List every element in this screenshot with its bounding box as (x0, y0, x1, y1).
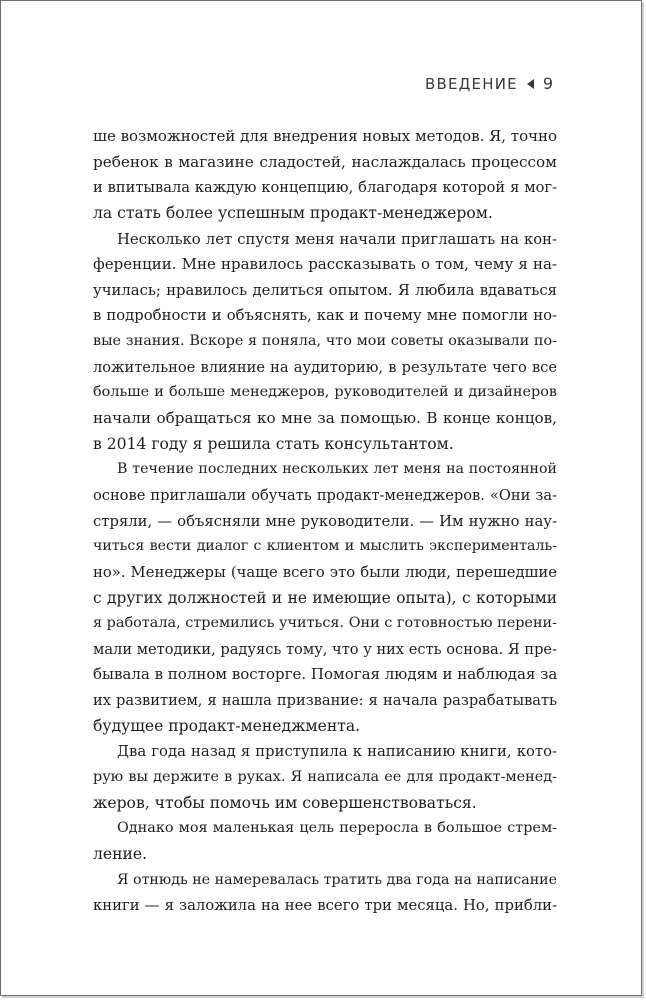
text-line: больше и больше менеджеров, руководителей и дизайнеров (93, 384, 557, 401)
text-line: их развитием, я нашла призвание: я начала разрабатывать (93, 692, 557, 710)
text-line: ше возможностей для внедрения новых методов. Я, точно (93, 127, 558, 145)
text-line: ференции. Мне нравилось рассказывать о том, чему я на- (93, 255, 557, 274)
running-head (425, 74, 553, 93)
text-line: с других должностей и не имеющие опыта), с которыми (93, 588, 557, 607)
text-line: рую вы держите в руках. Я написала ее для продакт-менед- (93, 769, 557, 786)
text-line: но». Менеджеры (чаще всего это были люди, перешедшие (93, 563, 557, 581)
text-line: училась; нравилось делиться опытом. Я любила вдаваться (93, 281, 557, 299)
text-line: стряли, — объясняли мне руководители. — Им нужно нау- (93, 512, 557, 530)
text-line: я работала, стремились учиться. Они с готовностью перени- (93, 615, 557, 632)
text-line: Однако моя маленькая цель переросла в большое стрем- (117, 820, 557, 837)
section-title: ВВЕДЕНИЕ (424, 74, 518, 93)
text-line: книги — я заложила на нее всего три месяца. Но, прибли- (93, 897, 557, 915)
text-line: Я отнюдь не намеревалась тратить два года на написание (117, 871, 557, 888)
text-line: начали обращаться ко мне за помощью. В конце концов, (93, 409, 557, 428)
text-line: ребенок в магазине сладостей, наслаждалась процессом (93, 152, 557, 171)
triangle-left-icon (527, 79, 534, 89)
text-line: вые знания. Вскоре я поняла, что мои советы оказывали по- (93, 333, 557, 350)
text-line: жеров, чтобы помочь им совершенствоваться. (93, 793, 477, 812)
text-line: в подробности и объяснять, как и почему мне помогли но- (93, 307, 557, 325)
text-line: Два года назад я приступила к написанию книги, кото- (117, 743, 557, 761)
text-line: читься вести диалог с клиентом и мыслить эксперименталь- (93, 538, 557, 555)
text-line: ложительное влияние на аудиторию, в результате чего все (93, 358, 557, 376)
text-line: будущее продакт-менеджмента. (93, 716, 361, 735)
text-line: ление. (93, 844, 148, 863)
text-line: Несколько лет спустя меня начали приглашать на кон- (117, 230, 557, 248)
text-line: и впитывала каждую концепцию, благодаря которой я мог- (93, 179, 557, 197)
text-line: В течение последних нескольких лет меня на постоянной (117, 461, 557, 478)
text-line: мали методики, радуясь тому, что у них есть основа. Я пре- (93, 640, 557, 658)
text-line: основе приглашали обучать продакт-менеджеров. «Они за- (93, 486, 557, 504)
page-number: 9 (542, 74, 553, 93)
text-line: бывала в полном восторге. Помогая людям и наблюдая за (93, 665, 558, 684)
text-line: в 2014 году я решила стать консультантом. (93, 434, 454, 453)
text-line: ла стать более успешным продакт-менеджером. (93, 203, 493, 222)
body-text (93, 124, 557, 919)
